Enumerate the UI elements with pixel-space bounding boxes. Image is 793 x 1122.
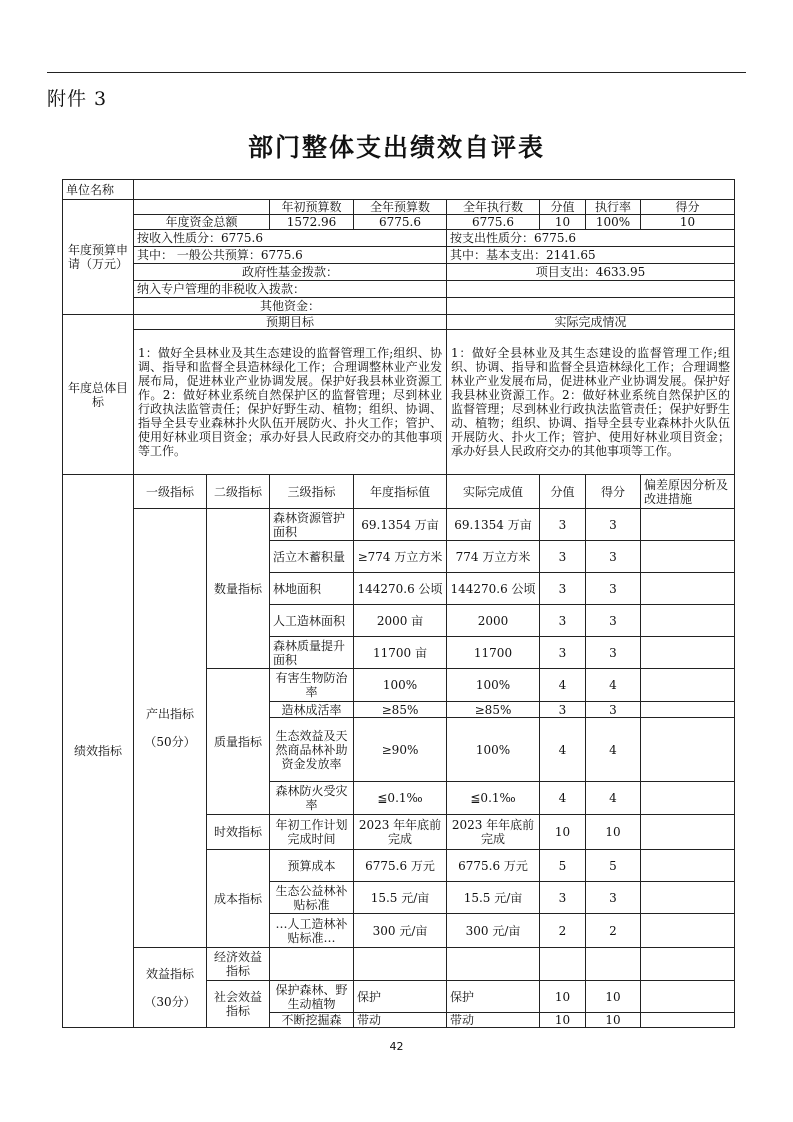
- performance-row-label: 绩效指标: [63, 475, 134, 1028]
- output-indicator: [134, 509, 207, 948]
- other-funds: 其他资金：: [134, 298, 447, 315]
- score-value: 10: [540, 815, 586, 850]
- target-value: 300 元/亩: [354, 914, 447, 948]
- budget-col-got: 得分: [641, 200, 735, 215]
- deviation-cell: [641, 541, 735, 573]
- goals-header-row: [63, 315, 735, 330]
- indicator-name: 预算成本: [270, 850, 354, 882]
- indicator-header-row: [63, 475, 735, 509]
- unit-row: [63, 180, 735, 200]
- budget-nontax-row: [63, 281, 735, 298]
- output-label: 产出指标: [145, 707, 194, 721]
- economic-indicator: 经济效益指标: [207, 948, 270, 981]
- page-title: 部门整体支出绩效自评表: [247, 133, 545, 162]
- budget-other-row: [63, 298, 735, 315]
- score-value: 3: [540, 702, 586, 718]
- score-value: 2: [540, 914, 586, 948]
- indicator-name: 保护森林、野生动植物: [270, 981, 354, 1013]
- target-value: ≥85%: [354, 702, 447, 718]
- actual-value: 144270.6 公顷: [447, 573, 540, 605]
- table-row: [63, 948, 735, 981]
- expected-goals-text: 1：做好全县林业及其生态建设的监督管理工作;组织、协调、指导和监督全县造林绿化工作；合理调整林业产业发展布局，促进林业产业协调发展。保护好我县林业资源工作。2：做好林业系统自然保护区的监督管理；尽到林业行政执法监管责任；保护好野生动、植物；组织、协调、指导全县专业森林扑火队伍开展防火、扑火工作；管护、使用好林业项目资金；承办好县人民政府交办的其他事项等工作。: [134, 330, 447, 475]
- table-row: [63, 509, 735, 541]
- indicator-name: 林地面积: [270, 573, 354, 605]
- deviation-cell: [641, 948, 735, 981]
- target-value: 保护: [354, 981, 447, 1013]
- budget-row-label: 年度预算申请（万元）: [63, 200, 134, 315]
- budget-fund-row: [63, 264, 735, 281]
- budget-rate-value: 100%: [586, 215, 641, 230]
- budget-total-label: 年度资金总额: [134, 215, 270, 230]
- cost-indicator: 成本指标: [207, 850, 270, 948]
- actual-value: 300 元/亩: [447, 914, 540, 948]
- score-value: 5: [540, 850, 586, 882]
- score-value: 4: [540, 718, 586, 782]
- indicator-name: 森林资源管护面积: [270, 509, 354, 541]
- actual-value: ≦0.1‰: [447, 782, 540, 815]
- actual-value: 带动: [447, 1013, 540, 1028]
- goals-row-label: 年度总体目标: [63, 315, 134, 475]
- indicator-name: …人工造林补贴标准…: [270, 914, 354, 948]
- target-value: 带动: [354, 1013, 447, 1028]
- col-target: 年度指标值: [354, 475, 447, 509]
- target-value: 11700 亩: [354, 637, 447, 669]
- indicator-name: 年初工作计划完成时间: [270, 815, 354, 850]
- actual-value: ≥85%: [447, 702, 540, 718]
- indicator-name: 造林成活率: [270, 702, 354, 718]
- deviation-cell: [641, 718, 735, 782]
- indicator-name: 生态效益及天然商品林补助资金发放率: [270, 718, 354, 782]
- actual-value: 保护: [447, 981, 540, 1013]
- score-value: 3: [540, 605, 586, 637]
- indicator-name: 生态公益林补贴标准: [270, 882, 354, 914]
- target-value: ≥90%: [354, 718, 447, 782]
- indicator-name: 森林防火受灾率: [270, 782, 354, 815]
- deviation-cell: [641, 882, 735, 914]
- budget-nature-row: [63, 230, 735, 247]
- target-value: 69.1354 万亩: [354, 509, 447, 541]
- budget-total-row: [63, 215, 735, 230]
- indicator-name: 森林质量提升面积: [270, 637, 354, 669]
- score-value: 3: [540, 541, 586, 573]
- col-deviation: 偏差原因分析及改进措施: [641, 475, 735, 509]
- got-value: 4: [586, 669, 641, 702]
- actual-value: 100%: [447, 669, 540, 702]
- deviation-cell: [641, 637, 735, 669]
- attachment-label: 附件 3: [47, 88, 108, 110]
- social-indicator: 社会效益指标: [207, 981, 270, 1028]
- budget-col-executed: 全年执行数: [447, 200, 540, 215]
- indicator-name: 人工造林面积: [270, 605, 354, 637]
- goals-text-row: [63, 330, 735, 475]
- deviation-cell: [641, 573, 735, 605]
- general-public-budget: 其中： 一般公共预算：6775.6: [134, 247, 447, 264]
- budget-col-rate: 执行率: [586, 200, 641, 215]
- budget-score-value: 10: [540, 215, 586, 230]
- indicator-name: 活立木蓄积量: [270, 541, 354, 573]
- deviation-cell: [641, 815, 735, 850]
- timeliness-indicator: 时效指标: [207, 815, 270, 850]
- actual-value: 100%: [447, 718, 540, 782]
- col-level2: 二级指标: [207, 475, 270, 509]
- got-value: 4: [586, 782, 641, 815]
- deviation-cell: [641, 702, 735, 718]
- indicator-name: 不断挖掘森: [270, 1013, 354, 1028]
- expense-nature: 按支出性质分：6775.6: [447, 230, 735, 247]
- got-value: 10: [586, 815, 641, 850]
- basic-expense: 其中：基本支出：2141.65: [447, 247, 735, 264]
- budget-initial-value: 1572.96: [270, 215, 354, 230]
- deviation-cell: [641, 981, 735, 1013]
- project-expense: 项目支出：4633.95: [447, 264, 735, 281]
- col-score: 分值: [540, 475, 586, 509]
- got-value: 3: [586, 702, 641, 718]
- score-value: 3: [540, 882, 586, 914]
- budget-executed-value: 6775.6: [447, 215, 540, 230]
- performance-evaluation-table: [62, 179, 735, 1028]
- got-value: 3: [586, 573, 641, 605]
- quantity-indicator: 数量指标: [207, 509, 270, 669]
- col-level3: 三级指标: [270, 475, 354, 509]
- budget-got-value: 10: [641, 215, 735, 230]
- got-value: 3: [586, 509, 641, 541]
- quality-indicator: 质量指标: [207, 669, 270, 815]
- actual-goals-text: 1：做好全县林业及其生态建设的监督管理工作;组织、协调、指导和监督全县造林绿化工作；合理调整林业产业发展布局，促进林业产业协调发展。保护好我县林业资源工作。2：做好林业系统自然保护区的监督管理；尽到林业行政执法监管责任；保护好野生动、植物；组织、协调、指导全县专业森林扑火队伍开展防火、扑火工作；管护、使用好林业项目资金；承办好县人民政府交办的其他事项等工作。: [447, 330, 735, 475]
- actual-value: 2000: [447, 605, 540, 637]
- got-value: 3: [586, 541, 641, 573]
- deviation-cell: [641, 1013, 735, 1028]
- gov-fund: 政府性基金拨款：: [134, 264, 447, 281]
- got-value: 10: [586, 981, 641, 1013]
- benefit-label: 效益指标: [145, 966, 194, 981]
- got-value: 10: [586, 1013, 641, 1028]
- actual-value: 2023 年年底前完成: [447, 815, 540, 850]
- deviation-cell: [641, 509, 735, 541]
- income-nature: 按收入性质分：6775.6: [134, 230, 447, 247]
- output-points: （50分）: [144, 735, 196, 749]
- got-value: 3: [586, 637, 641, 669]
- target-value: 100%: [354, 669, 447, 702]
- col-got: 得分: [586, 475, 641, 509]
- target-value: 2000 亩: [354, 605, 447, 637]
- page-number: 42: [389, 1040, 404, 1053]
- benefit-indicator: [134, 948, 207, 1028]
- got-value: 3: [586, 882, 641, 914]
- got-value: 3: [586, 605, 641, 637]
- actual-value: 15.5 元/亩: [447, 882, 540, 914]
- got-value: 5: [586, 850, 641, 882]
- actual-value: 69.1354 万亩: [447, 509, 540, 541]
- actual-value: 6775.6 万元: [447, 850, 540, 882]
- got-value: 2: [586, 914, 641, 948]
- target-value: ≥774 万立方米: [354, 541, 447, 573]
- target-value: 2023 年年底前完成: [354, 815, 447, 850]
- deviation-cell: [641, 850, 735, 882]
- indicator-name: 有害生物防治率: [270, 669, 354, 702]
- actual-goals-header: 实际完成情况: [447, 315, 735, 330]
- target-value: 6775.6 万元: [354, 850, 447, 882]
- col-actual: 实际完成值: [447, 475, 540, 509]
- score-value: 3: [540, 637, 586, 669]
- non-tax-income: 纳入专户管理的非税收入拨款：: [134, 281, 447, 298]
- target-value: ≦0.1‰: [354, 782, 447, 815]
- expected-goals-header: 预期目标: [134, 315, 447, 330]
- target-value: 144270.6 公顷: [354, 573, 447, 605]
- deviation-cell: [641, 669, 735, 702]
- score-value: 10: [540, 981, 586, 1013]
- score-value: 3: [540, 509, 586, 541]
- deviation-cell: [641, 605, 735, 637]
- score-value: 4: [540, 782, 586, 815]
- target-value: 15.5 元/亩: [354, 882, 447, 914]
- header-rule: [47, 72, 746, 73]
- unit-value: [134, 180, 735, 200]
- score-value: 10: [540, 1013, 586, 1028]
- unit-label: 单位名称: [63, 180, 134, 200]
- got-value: 4: [586, 718, 641, 782]
- budget-general-row: [63, 247, 735, 264]
- budget-col-initial: 年初预算数: [270, 200, 354, 215]
- budget-annual-value: 6775.6: [354, 215, 447, 230]
- actual-value: 11700: [447, 637, 540, 669]
- col-level1: 一级指标: [134, 475, 207, 509]
- budget-col-score: 分值: [540, 200, 586, 215]
- actual-value: 774 万立方米: [447, 541, 540, 573]
- deviation-cell: [641, 914, 735, 948]
- budget-header-row: [63, 200, 735, 215]
- score-value: 4: [540, 669, 586, 702]
- deviation-cell: [641, 782, 735, 815]
- score-value: 3: [540, 573, 586, 605]
- benefit-points: （30分）: [144, 994, 196, 1009]
- budget-col-annual: 全年预算数: [354, 200, 447, 215]
